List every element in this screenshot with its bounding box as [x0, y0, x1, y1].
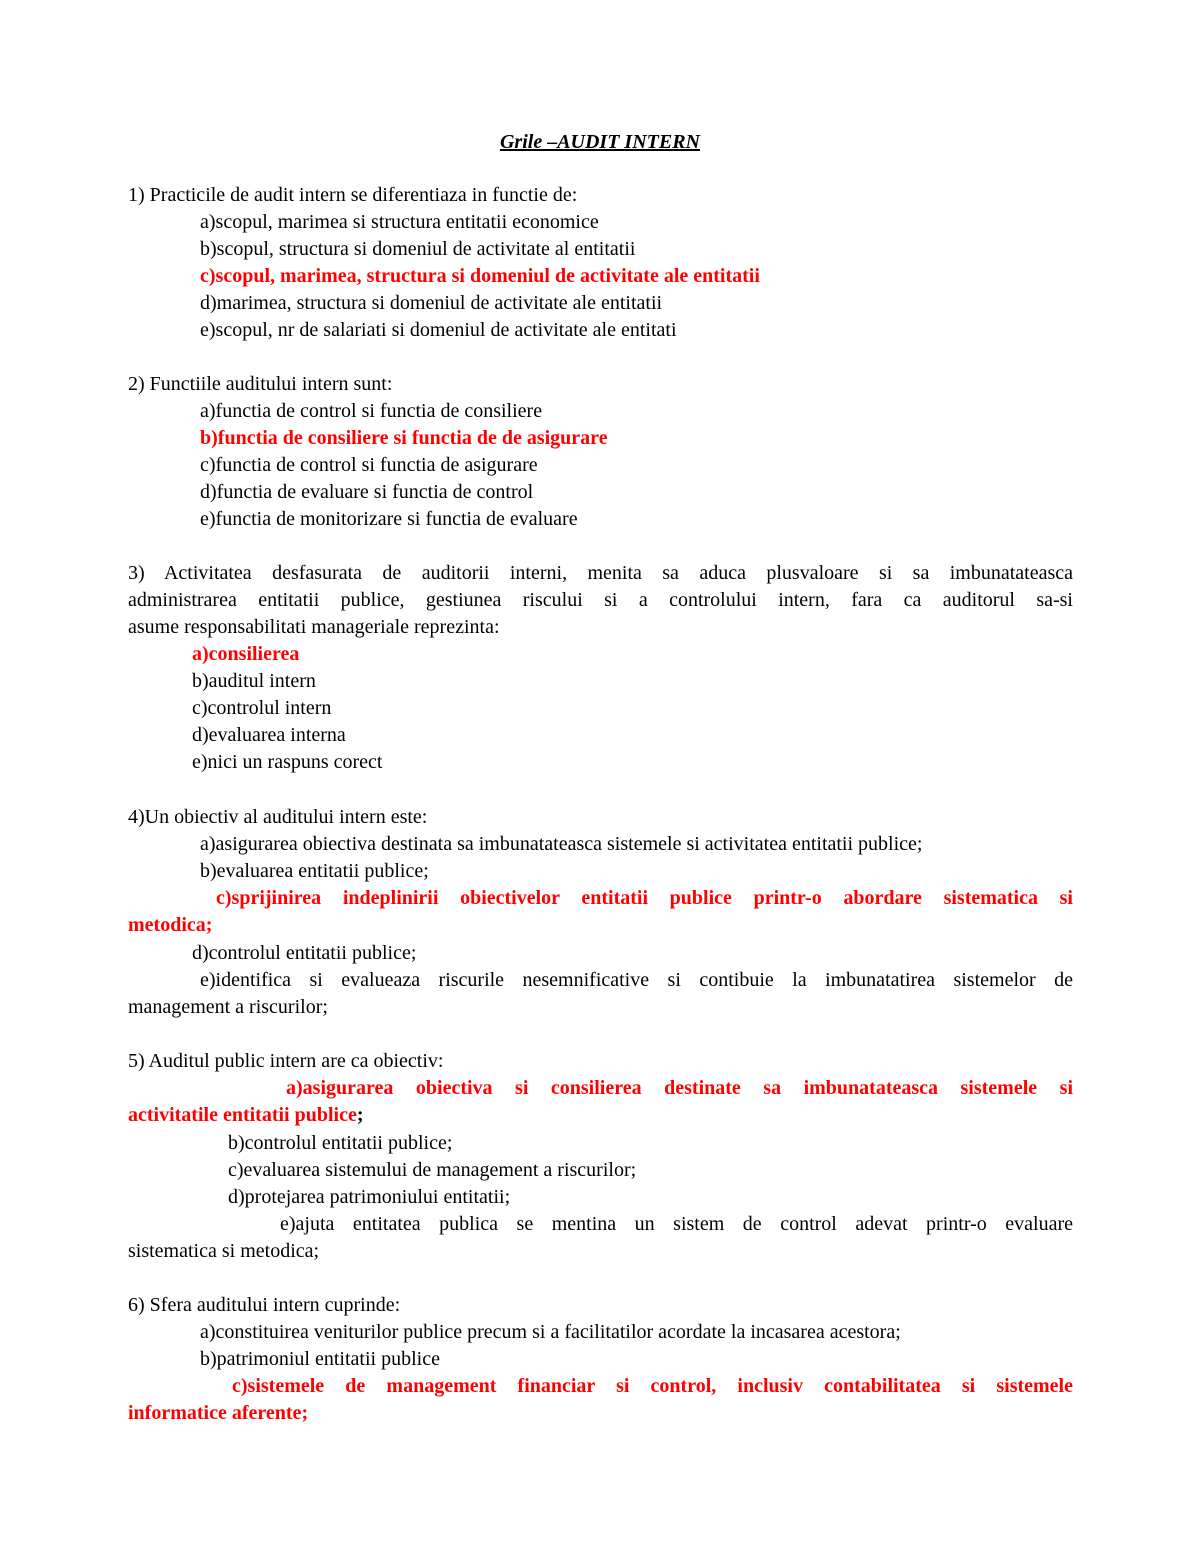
question-1: 1) Practicile de audit intern se diferentiaza in functie de: [128, 184, 578, 206]
q2-option-c: c)functia de control si functia de asigurare [200, 454, 538, 476]
q4-option-d: d)controlul entitatii publice; [192, 942, 417, 964]
q6-option-b: b)patrimoniul entitatii publice [200, 1348, 440, 1370]
question-5: 5) Auditul public intern are ca obiectiv: [128, 1050, 444, 1072]
q3-option-a-correct: a)consilierea [192, 643, 300, 665]
q5-option-d: d)protejarea patrimoniului entitatii; [228, 1186, 511, 1208]
q1-option-e: e)scopul, nr de salariati si domeniul de activitate ale entitati [200, 319, 677, 341]
q2-option-a: a)functia de control si functia de consiliere [200, 400, 543, 422]
question-3-line-3: asume responsabilitati manageriale reprezinta: [128, 616, 500, 638]
q2-option-e: e)functia de monitorizare si functia de evaluare [200, 508, 578, 530]
q5-option-b: b)controlul entitatii publice; [228, 1132, 453, 1154]
q5-option-e-line-1: e)ajuta entitatea publica se mentina un sistem de control adevat printr-o evaluare [280, 1213, 1073, 1235]
q5-option-c: c)evaluarea sistemului de management a riscurilor; [228, 1159, 637, 1181]
q5-option-a-correct-text: activitatile entitatii publice [128, 1104, 357, 1126]
q4-option-e-line-1: e)identifica si evalueaza riscurile nesemnificative si contibuie la imbunatatirea sistemelor de [200, 969, 1073, 991]
q6-option-c-correct-line-1: c)sistemele de management financiar si control, inclusiv contabilitatea si sistemele [232, 1375, 1073, 1397]
question-4: 4)Un obiectiv al auditului intern este: [128, 806, 428, 828]
q3-option-c: c)controlul intern [192, 697, 332, 719]
q4-option-b: b)evaluarea entitatii publice; [200, 860, 429, 882]
q1-option-d: d)marimea, structura si domeniul de activitate ale entitatii [200, 292, 663, 314]
q2-option-b-correct: b)functia de consiliere si functia de de asigurare [200, 427, 608, 449]
q2-option-d: d)functia de evaluare si functia de control [200, 481, 534, 503]
q4-option-e-line-2: management a riscurilor; [128, 996, 328, 1018]
q5-option-e-line-2: sistematica si metodica; [128, 1240, 320, 1262]
q4-option-c-correct-line-2: metodica; [128, 914, 213, 936]
document-title: Grile –AUDIT INTERN [499, 131, 700, 153]
q4-option-a: a)asigurarea obiectiva destinata sa imbunatateasca sistemele si activitatea entitatii publice; [200, 833, 923, 855]
q3-option-e: e)nici un raspuns corect [192, 751, 383, 773]
q6-option-a: a)constituirea veniturilor publice precum si a facilitatilor acordate la incasarea acestora; [200, 1321, 901, 1343]
q4-option-c-correct-line-1: c)sprijinirea indeplinirii obiectivelor entitatii publice printr-o abordare sistematica si [216, 887, 1073, 909]
question-3-line-2: administrarea entitatii publice, gestiunea riscului si a controlului intern, fara ca auditorul sa-si [128, 589, 1073, 611]
q1-option-b: b)scopul, structura si domeniul de activitate al entitatii [200, 238, 636, 260]
q1-option-c-correct: c)scopul, marimea, structura si domeniul de activitate ale entitatii [200, 265, 760, 287]
q3-option-d: d)evaluarea interna [192, 724, 346, 746]
q6-option-c-correct-line-2: informatice aferente; [128, 1402, 309, 1424]
question-6: 6) Sfera auditului intern cuprinde: [128, 1294, 401, 1316]
q5-option-a-semicolon: ; [356, 1104, 364, 1126]
question-2: 2) Functiile auditului intern sunt: [128, 373, 393, 395]
q3-option-b: b)auditul intern [192, 670, 316, 692]
question-3-line-1: 3) Activitatea desfasurata de auditorii interni, menita sa aduca plusvaloare si sa imbunatateasca [128, 562, 1073, 584]
q5-option-a-correct-line-2 [128, 1102, 1073, 1129]
q1-option-a: a)scopul, marimea si structura entitatii economice [200, 211, 599, 233]
q5-option-a-correct-line-1: a)asigurarea obiectiva si consilierea destinate sa imbunatateasca sistemele si [286, 1077, 1073, 1099]
